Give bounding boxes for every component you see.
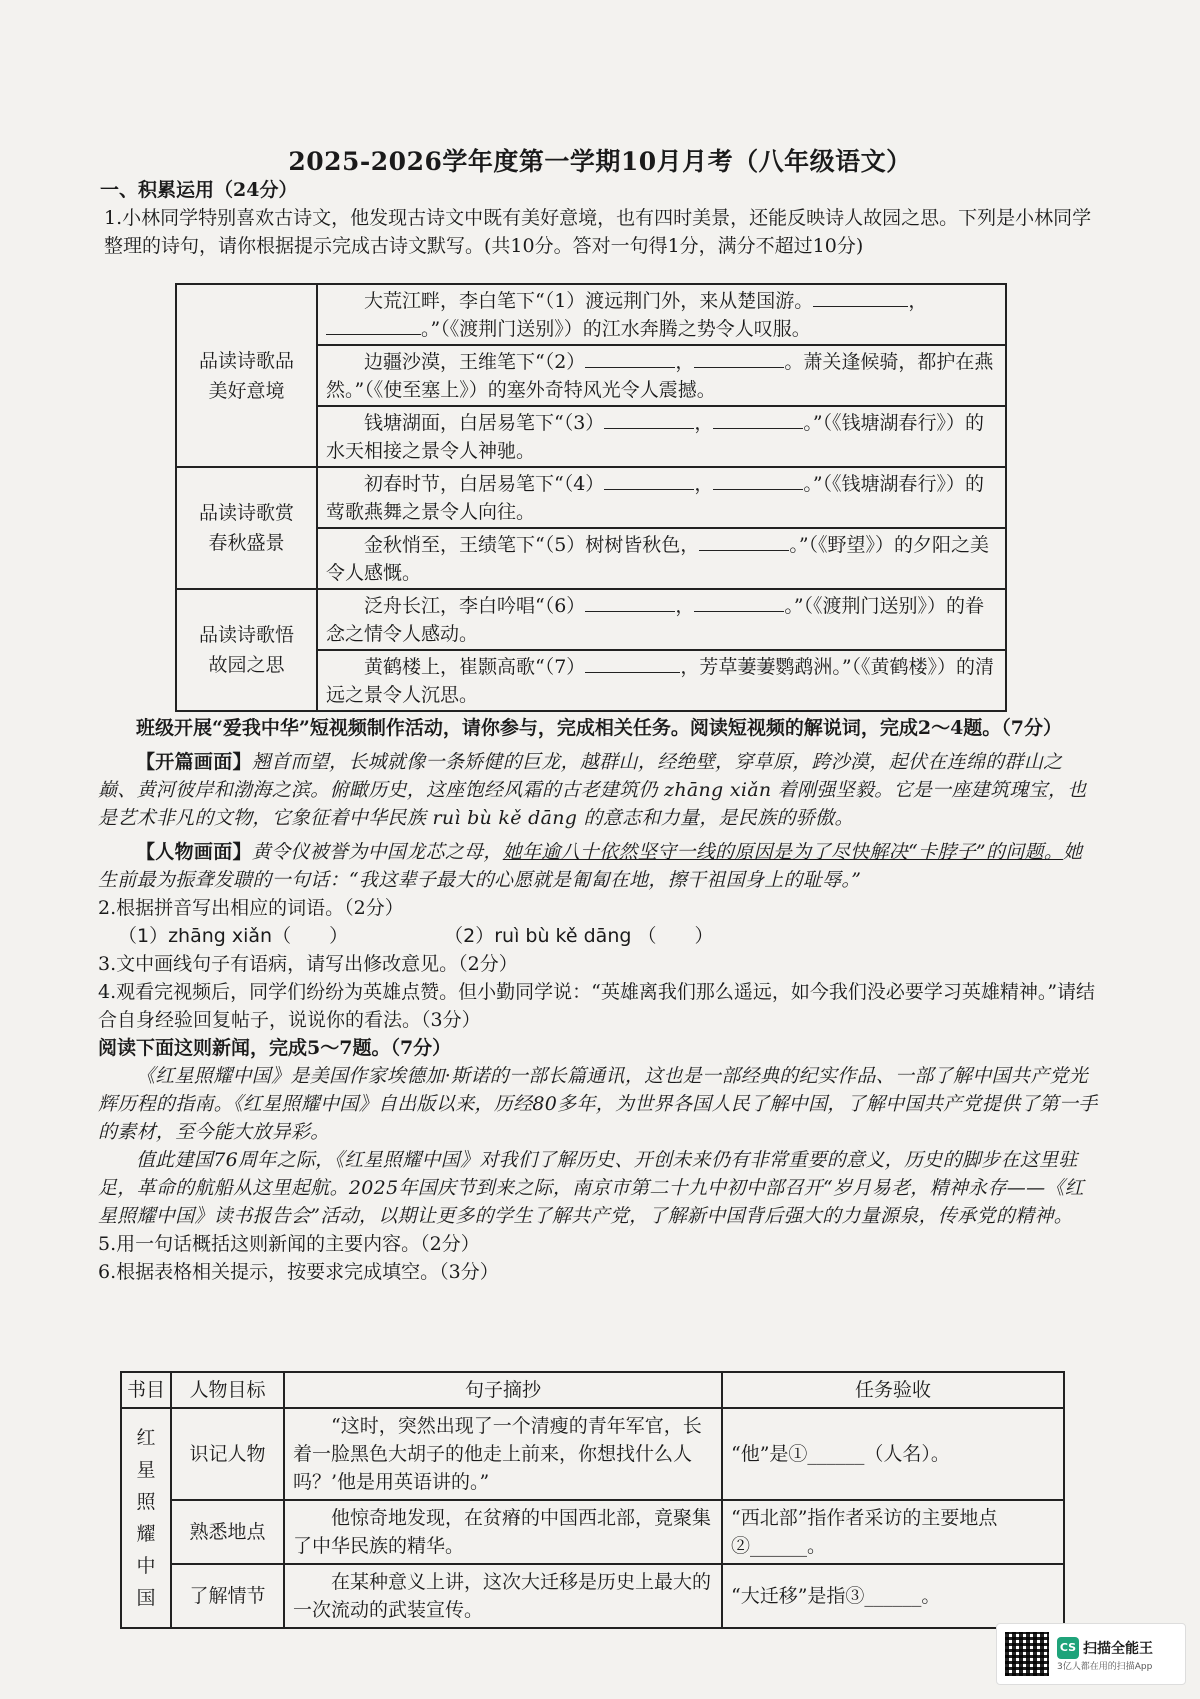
answer-blank[interactable] xyxy=(585,593,675,612)
question-4: 4.观看完视频后，同学们纷纷为英雄点赞。但小勤同学说：“英雄离我们那么遥远，如今我们没必要学习英雄精神。”请结合自身经验回复帖子，说说你的看法。（3分） xyxy=(98,981,1096,1031)
opening-paragraph xyxy=(98,748,1098,832)
quote-cell: “这时，突然出现了一个清瘦的青年军官，长着一脸黑色大胡子的他走上前来，你想找什么人吗？’他是用英语讲的。” xyxy=(284,1408,722,1500)
watermark-subtitle: 3亿人都在用的扫描App xyxy=(1057,1661,1153,1672)
watermark-name: 扫描全能王 xyxy=(1083,1640,1153,1657)
question-2: 2.根据拼音写出相应的词语。（2分） xyxy=(98,897,404,919)
question-3: 3.文中画线句子有语病，请写出修改意见。（2分） xyxy=(98,953,518,975)
header-quote: 句子摘抄 xyxy=(284,1372,722,1408)
section-heading: 一、积累运用（24分） xyxy=(100,179,298,201)
check-cell[interactable]: “大迁移”是指③______。 xyxy=(722,1564,1064,1628)
poem-row-5: 金秋悄至，王绩笔下“（5）树树皆秋色， 。”（《野望》）的夕阳之美令人感慨。 xyxy=(317,528,1006,589)
scanner-watermark xyxy=(996,1623,1186,1685)
qr-code-icon xyxy=(1005,1632,1049,1676)
answer-blank[interactable] xyxy=(604,410,694,429)
header-role: 人物目标 xyxy=(171,1372,284,1408)
poem-row-2: 边疆沙漠，王维笔下“（2） ， 。萧关逢候骑，都护在燕然。”（《使至塞上》）的塞外奇特风光令人震撼。 xyxy=(317,345,1006,406)
question-5: 5.用一句话概括这则新闻的主要内容。（2分） xyxy=(98,1233,480,1255)
category-imagery: 品读诗歌品美好意境 xyxy=(176,284,317,467)
book-title: 红 星 照 耀 中 国 xyxy=(121,1408,171,1628)
answer-blank[interactable] xyxy=(713,471,803,490)
camscanner-logo-icon: CS xyxy=(1057,1637,1079,1659)
role-cell: 了解情节 xyxy=(171,1564,284,1628)
answer-blank[interactable] xyxy=(713,410,803,429)
news-paragraph-1: 《红星照耀中国》是美国作家埃德加·斯诺的一部长篇通讯，这也是一部经典的纪实作品、一部了解中国共产党光辉历程的指南。《红星照耀中国》自出版以来，历经80多年，为世界各国人民了解中国，了解中国共产党提供了第一手的素材，至今能大放异彩。 xyxy=(98,1065,1098,1143)
question-6: 6.根据表格相关提示，按要求完成填空。（3分） xyxy=(98,1261,499,1283)
poem-table xyxy=(175,283,1007,712)
poem-row-7: 黄鹤楼上，崔颢高歌“（7） ，芳草萋萋鹦鹉洲。”（《黄鹤楼》）的清远之景令人沉思。 xyxy=(317,650,1006,711)
answer-blank[interactable] xyxy=(604,471,694,490)
quote-cell: 在某种意义上讲，这次大迁移是历史上最大的一次流动的武装宣传。 xyxy=(284,1564,722,1628)
news-heading: 阅读下面这则新闻，完成5～7题。（7分） xyxy=(98,1037,452,1059)
check-cell[interactable]: “西北部”指作者采访的主要地点②______。 xyxy=(722,1500,1064,1564)
video-intro: 班级开展“爱我中华”短视频制作活动，请你参与，完成相关任务。阅读短视频的解说词，完成2～4题。（7分） xyxy=(136,717,1063,739)
opening-label: 【开篇画面】 xyxy=(136,751,252,773)
answer-blank[interactable] xyxy=(694,593,784,612)
quote-cell: 他惊奇地发现，在贫瘠的中国西北部，竟聚集了中华民族的精华。 xyxy=(284,1500,722,1564)
page-title: 2025-2026学年度第一学期10月月考（八年级语文） xyxy=(288,147,912,176)
poem-row-1: 大荒江畔，李白笔下“（1）渡远荆门外，来从楚国游。 ， 。”（《渡荆门送别》）的江水奔腾之势令人叹服。 xyxy=(317,284,1006,345)
poem-row-4: 初春时节，白居易笔下“（4） ， 。”（《钱塘湖春行》）的莺歌燕舞之景令人向往。 xyxy=(317,467,1006,528)
people-label: 【人物画面】 xyxy=(136,841,252,863)
question-2a[interactable]: （1）zhāng xiǎn（ ） xyxy=(118,925,349,947)
answer-blank[interactable] xyxy=(326,316,421,335)
category-seasons: 品读诗歌赏春秋盛景 xyxy=(176,467,317,589)
category-homeland: 品读诗歌悟故园之思 xyxy=(176,589,317,711)
question-2b[interactable]: （2）ruì bù kě dāng （ ） xyxy=(444,925,714,947)
question-1-intro: 1.小林同学特别喜欢古诗文，他发现古诗文中既有美好意境，也有四时美景，还能反映诗人故园之思。下列是小林同学整理的诗句，请你根据提示完成古诗文默写。(共10分。答对一句得1分，满分不超过10分) xyxy=(104,207,1092,257)
check-cell[interactable]: “他”是①______（人名）。 xyxy=(722,1408,1064,1500)
poem-row-3: 钱塘湖面，白居易笔下“（3） ， 。”（《钱塘湖春行》）的水天相接之景令人神驰。 xyxy=(317,406,1006,467)
news-paragraph-2: 值此建国76周年之际，《红星照耀中国》对我们了解历史、开创未来仍有非常重要的意义，历史的脚步在这里驻足，革命的航船从这里起航。2025年国庆节到来之际，南京市第二十九中初中部召开“岁月易老，精神永存——《红星照耀中国》读书报告会”活动，以期让更多的学生了解共产党，了解新中国背后强大的力量源泉，传承党的精神。 xyxy=(98,1149,1084,1227)
opening-text: 翘首而望，长城就像一条矫健的巨龙，越群山，经绝壁，穿草原，跨沙漠，起伏在连绵的群山之巅、黄河彼岸和渤海之滨。俯瞰历史，这座饱经风霜的古老建筑仍 zhāng xiǎn 着刚强坚毅。它是一座建筑瑰宝，也是艺术非凡的文物，它象征着中华民族 ruì bù kě dāng 的意志和力量，是民族的骄傲。 xyxy=(98,751,1087,829)
role-cell: 熟悉地点 xyxy=(171,1500,284,1564)
answer-blank[interactable] xyxy=(694,349,784,368)
poem-row-6: 泛舟长江，李白吟唱“（6） ， 。”（《渡荆门送别》）的眷念之情令人感动。 xyxy=(317,589,1006,650)
people-paragraph: 【人物画面】黄令仪被誉为中国龙芯之母，她年逾八十依然坚守一线的原因是为了尽快解决“卡脖子”的问题。她生前最为振聋发聩的一句话：“我这辈子最大的心愿就是匍匐在地，擦干祖国身上的耻辱。” xyxy=(98,841,1083,891)
section-accumulation xyxy=(100,176,1100,260)
question-2-items xyxy=(98,922,1098,950)
answer-blank[interactable] xyxy=(585,349,675,368)
role-cell: 识记人物 xyxy=(171,1408,284,1500)
header-book: 书目 xyxy=(121,1372,171,1408)
answer-blank[interactable] xyxy=(699,532,789,551)
underlined-sentence: 她年逾八十依然坚守一线的原因是为了尽快解决“卡脖子”的问题。 xyxy=(502,841,1064,863)
answer-blank[interactable] xyxy=(585,654,680,673)
video-reading-section xyxy=(98,714,1098,1286)
header-check: 任务验收 xyxy=(722,1372,1064,1408)
answer-blank[interactable] xyxy=(813,288,908,307)
task-table xyxy=(120,1371,1065,1629)
